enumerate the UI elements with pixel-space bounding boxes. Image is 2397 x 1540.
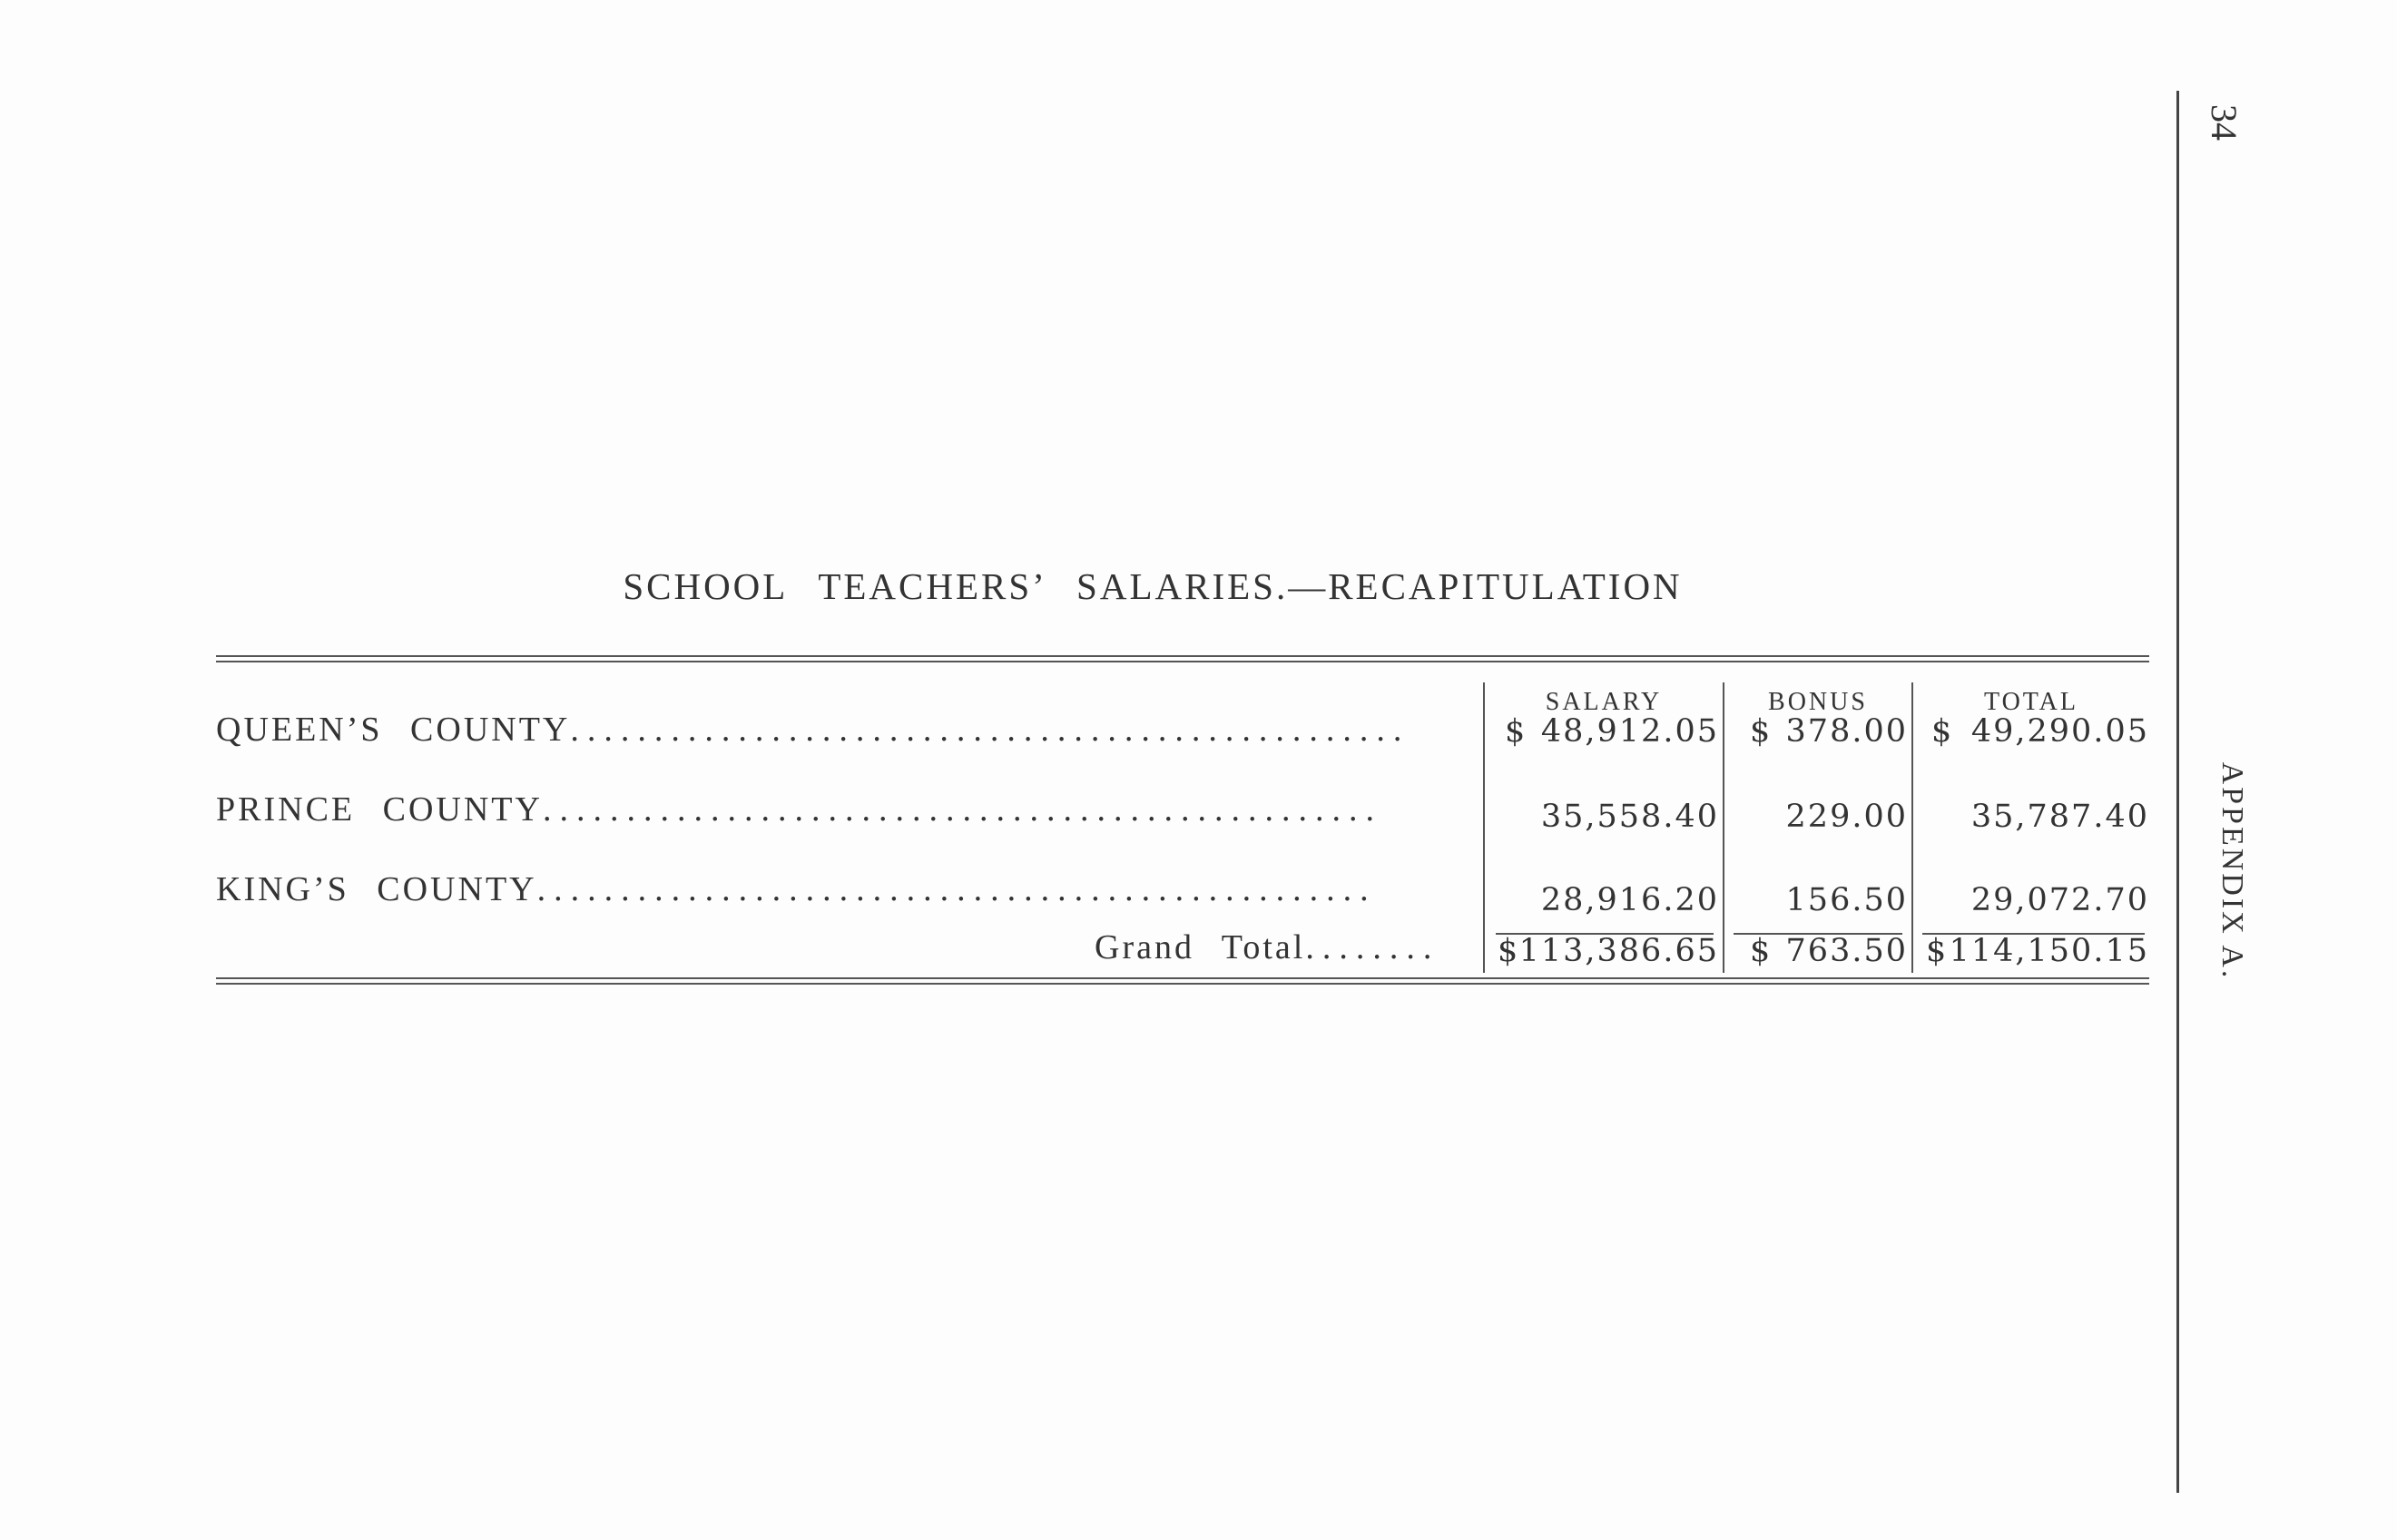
- salary-cell: 35,558.40: [1540, 799, 1719, 835]
- page-number: 34: [2204, 104, 2245, 141]
- grand-total-salary: 113,386.65: [1518, 933, 1719, 969]
- currency-sign: $: [1926, 933, 1947, 969]
- currency-sign: $: [1931, 713, 1952, 750]
- salary-cell: 28,916.20: [1540, 882, 1719, 918]
- table-row-label: [216, 790, 1473, 829]
- grand-total-total: 114,150.15: [1949, 933, 2149, 969]
- currency-sign: $: [1750, 933, 1771, 969]
- leader-dots: ........: [1305, 928, 1440, 966]
- total-cell: 35,787.40: [1970, 799, 2149, 835]
- column-header-salary: SALARY: [1545, 688, 1663, 716]
- table-bottom-rule: [216, 977, 2149, 985]
- grand-total-bonus: 763.50: [1785, 933, 1908, 969]
- salary-cell: 48,912.05: [1540, 713, 1719, 750]
- bonus-cell: 378.00: [1785, 713, 1908, 750]
- column-divider: [1911, 682, 1913, 973]
- currency-sign: $: [1498, 933, 1518, 969]
- leader-dots: ..................................................: [536, 870, 1377, 908]
- column-header-total: TOTAL: [1983, 688, 2078, 716]
- column-divider: [1723, 682, 1724, 973]
- table-row-label: [216, 869, 1473, 909]
- running-head: APPENDIX A.: [2215, 761, 2249, 981]
- table-row-label: [216, 710, 1473, 750]
- total-cell: 49,290.05: [1970, 713, 2149, 750]
- county-name: PRINCE COUNTY: [216, 790, 543, 829]
- county-name: KING’S COUNTY: [216, 870, 537, 908]
- column-divider: [1483, 682, 1485, 973]
- page-title: SCHOOL TEACHERS’ SALARIES.—RECAPITULATION: [623, 565, 1683, 607]
- leader-dots: ..................................................: [542, 790, 1382, 829]
- county-name: QUEEN’S COUNTY: [216, 711, 571, 749]
- currency-sign: $: [1750, 713, 1771, 750]
- column-header-bonus: BONUS: [1768, 688, 1868, 716]
- margin-rule: [2176, 91, 2179, 1493]
- bonus-cell: 229.00: [1785, 799, 1908, 835]
- bonus-cell: 156.50: [1785, 882, 1908, 918]
- total-cell: 29,072.70: [1970, 882, 2149, 918]
- salary-table: [216, 655, 2149, 991]
- currency-sign: $: [1505, 713, 1526, 750]
- grand-total-label: [1095, 927, 1476, 967]
- table-top-rule: [216, 655, 2149, 662]
- leader-dots: ..................................................: [570, 711, 1410, 749]
- grand-total-text: Grand Total: [1095, 928, 1306, 966]
